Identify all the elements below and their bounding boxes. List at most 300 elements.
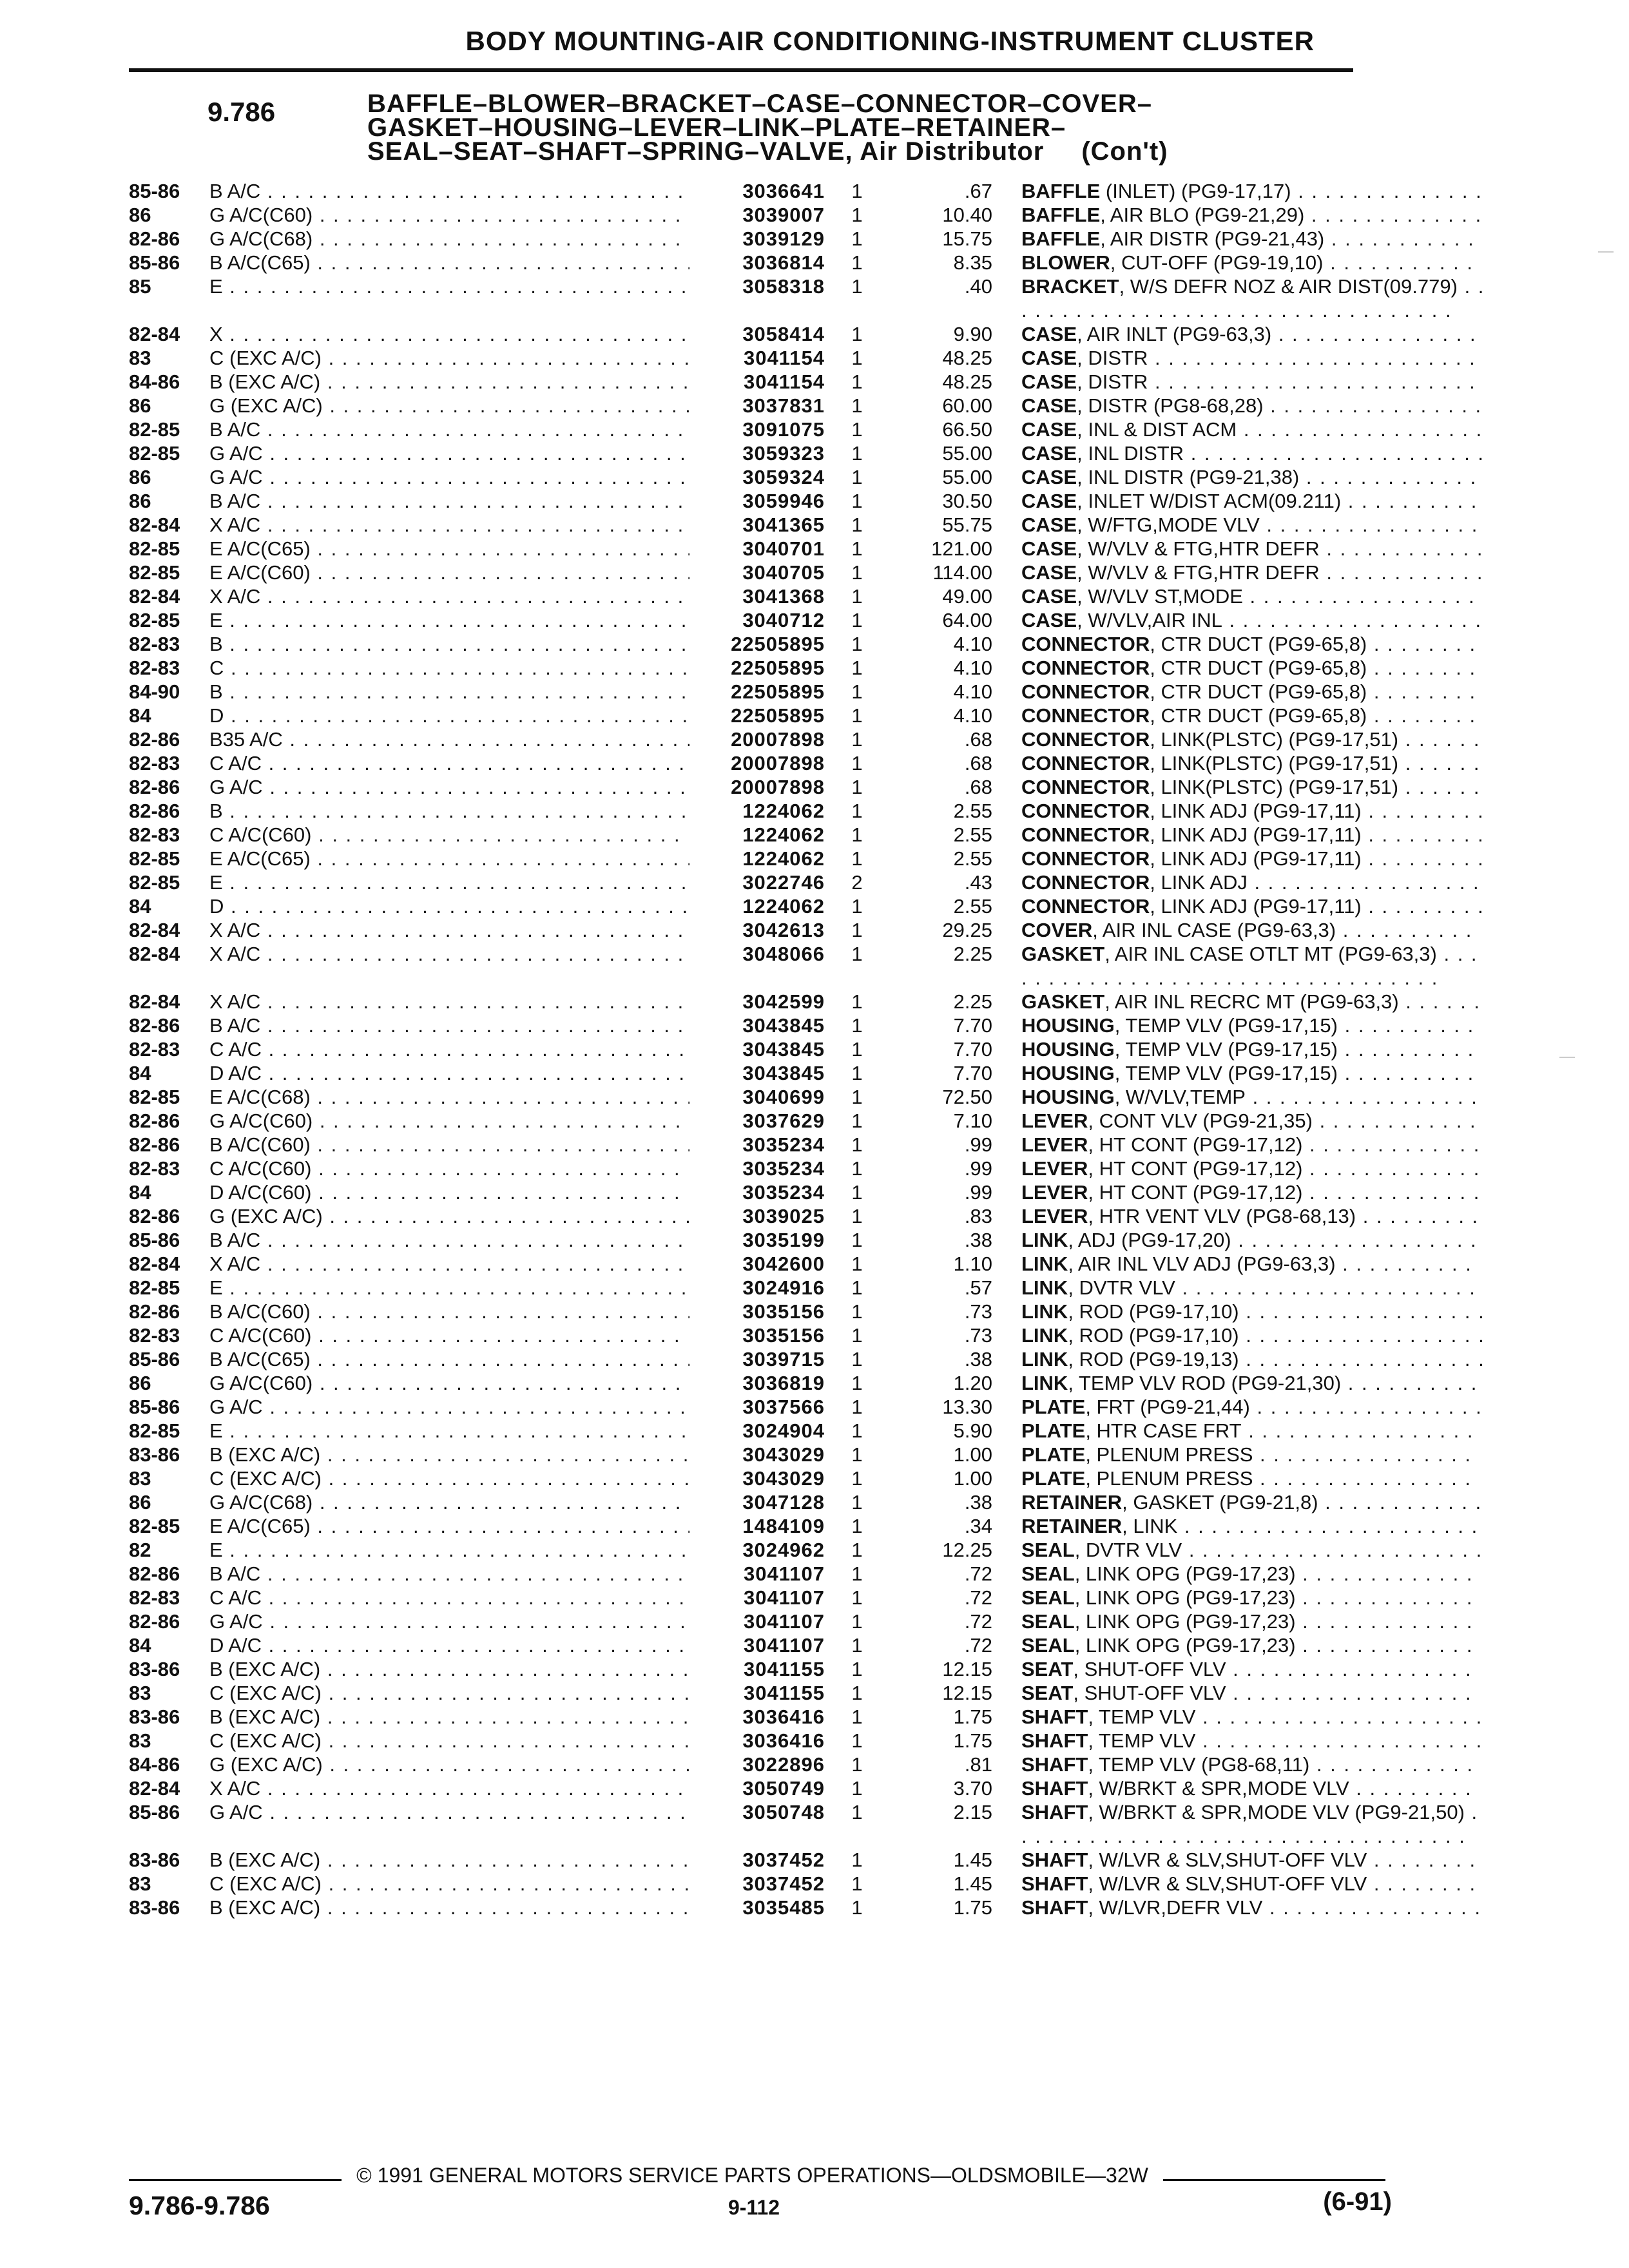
part-row: [129, 1180, 1481, 1204]
part-row: [129, 1657, 1472, 1681]
part-year: 82-86: [129, 800, 180, 822]
leader-dots: . . . . . . . . . . . . .: [1295, 1634, 1474, 1657]
part-year: 82-85: [129, 1419, 180, 1442]
footer-rule-right: [1163, 2179, 1385, 2181]
part-desc-text: , HT CONT (PG9-17,12): [1088, 1181, 1303, 1204]
part-year: 86: [129, 490, 151, 512]
part-description: [1021, 561, 1485, 584]
part-desc-text: , W/BRKT & SPR,MODE VLV: [1088, 1777, 1349, 1800]
part-qty: 1: [851, 1205, 863, 1227]
part-desc-text: , ROD (PG9-17,10): [1068, 1300, 1239, 1323]
part-desc-text: , LINK ADJ (PG9-17,11): [1150, 800, 1362, 822]
part-desc-text: , W/BRKT & SPR,MODE VLV (PG9-21,50): [1088, 1801, 1465, 1823]
part-price: 64.00: [942, 609, 992, 631]
part-description: [1021, 251, 1485, 274]
part-model: X A/C . . .: [209, 918, 689, 942]
part-year: 82-83: [129, 1038, 180, 1061]
part-desc-text: , ADJ (PG9-17,20): [1068, 1229, 1231, 1251]
part-model: D A/C . . .: [209, 1061, 689, 1085]
part-model: B A/C(C60) . . .: [209, 1133, 689, 1157]
part-price: 2.55: [953, 800, 992, 822]
part-price: 7.70: [953, 1038, 992, 1061]
leader-dots: . . . . . . . . . . . . . . . . . . . . . . . .: [1148, 370, 1476, 393]
part-name: LINK: [1021, 1276, 1068, 1299]
part-qty: 1: [851, 1682, 863, 1704]
part-row: [129, 727, 1481, 751]
part-price: 10.40: [942, 204, 992, 226]
part-qty: 1: [851, 1348, 863, 1370]
page-header: [129, 26, 1366, 57]
part-name: CONNECTOR: [1021, 776, 1150, 798]
part-year: 82-83: [129, 633, 180, 655]
part-number: 3041107: [744, 1610, 825, 1633]
part-qty: 1: [851, 251, 863, 274]
parts-list: [129, 179, 1485, 1919]
part-name: SHAFT: [1021, 1872, 1088, 1895]
leader-dots: . . . . . . . . . . . . .: [1304, 204, 1483, 226]
part-qty: 1: [851, 1491, 863, 1514]
leader-dots: . . . . . . . . . .: [1338, 1062, 1475, 1084]
part-model: C A/C . . .: [209, 751, 689, 775]
part-qty: 1: [851, 1229, 863, 1251]
part-number: 3047128: [742, 1491, 825, 1514]
footer-date: (6-91): [1323, 2187, 1392, 2216]
part-price: 1.45: [953, 1872, 992, 1895]
part-name: SHAFT: [1021, 1729, 1088, 1752]
part-price: 13.30: [942, 1396, 992, 1418]
part-year: 86: [129, 466, 151, 488]
part-number: 3041107: [744, 1586, 825, 1609]
part-description: [1021, 537, 1485, 561]
part-year: 83-86: [129, 1849, 180, 1871]
part-row: [129, 847, 1485, 870]
part-price: 114.00: [932, 561, 992, 584]
part-price: 7.70: [953, 1014, 992, 1037]
part-row: [129, 870, 1480, 894]
part-number: 3042600: [742, 1253, 825, 1275]
footer-page-number: 9-112: [728, 2196, 780, 2219]
part-number: 1224062: [742, 895, 825, 918]
part-year: 85-86: [129, 1348, 180, 1370]
part-name: CASE: [1021, 418, 1077, 441]
part-year: 85-86: [129, 180, 180, 202]
part-model: E . . .: [209, 1538, 689, 1562]
part-row: [129, 179, 1483, 203]
part-desc-text: , DVTR VLV: [1068, 1276, 1175, 1299]
part-desc-text: , INLET W/DIST ACM(09.211): [1077, 490, 1342, 512]
part-model: C (EXC A/C) . . .: [209, 346, 689, 370]
part-price: 4.10: [953, 704, 992, 727]
part-desc-text: , TEMP VLV (PG9-17,15): [1114, 1014, 1338, 1037]
part-desc-text: , CUT-OFF (PG9-19,10): [1110, 251, 1324, 274]
section-title-line-3-text: SEAL–SEAT–SHAFT–SPRING–VALVE, Air Distributor: [367, 137, 1045, 166]
part-name: RETAINER: [1021, 1515, 1123, 1537]
part-description: [1021, 1633, 1485, 1657]
leader-dots: . . . . . . . . . . . .: [1319, 537, 1484, 560]
part-model: B . . .: [209, 632, 689, 656]
part-description: [1021, 1085, 1485, 1109]
part-model: B A/C . . .: [209, 489, 689, 513]
part-year: 82-85: [129, 442, 180, 465]
part-year: 86: [129, 1491, 151, 1514]
part-model: C (EXC A/C) . . .: [209, 1729, 689, 1753]
part-qty: 1: [851, 442, 863, 465]
part-year: 82-84: [129, 514, 180, 536]
part-desc-text: , LINK ADJ (PG9-17,11): [1150, 823, 1362, 846]
part-year: 82-86: [129, 1014, 180, 1037]
part-number: 3042613: [742, 919, 825, 941]
part-description: [1021, 894, 1485, 918]
part-number: 3058318: [742, 275, 825, 298]
part-desc-text: , CTR DUCT (PG9-65,8): [1150, 633, 1367, 655]
part-year: 85-86: [129, 1396, 180, 1418]
part-name: CONNECTOR: [1021, 871, 1150, 894]
part-price: 2.25: [953, 943, 992, 965]
page-header-title: BODY MOUNTING-AIR CONDITIONING-INSTRUMENT CLUSTER: [465, 26, 1315, 56]
part-name: LEVER: [1021, 1181, 1088, 1204]
leader-dots: . . . . . . . . . . . . . . . . . .: [1231, 1229, 1478, 1251]
part-model: C . . .: [209, 656, 689, 680]
leader-dots: . . . . . .: [1398, 752, 1481, 774]
part-description: [1021, 227, 1485, 251]
part-description: [1021, 274, 1485, 322]
part-row: [129, 1252, 1472, 1276]
part-number: 3041155: [744, 1658, 825, 1680]
part-year: 82-85: [129, 418, 180, 441]
part-name: LINK: [1021, 1229, 1068, 1251]
part-description: [1021, 1157, 1485, 1180]
part-model: D . . .: [209, 704, 689, 727]
part-year: 86: [129, 1372, 151, 1394]
part-year: 82-83: [129, 823, 180, 846]
part-qty: 2: [851, 871, 863, 894]
part-year: 82-85: [129, 1515, 180, 1537]
leader-dots: . . . . . .: [1398, 728, 1481, 751]
part-qty: 1: [851, 1419, 863, 1442]
part-number: 3022896: [742, 1753, 825, 1776]
part-description: [1021, 1705, 1485, 1729]
part-number: 22505895: [731, 633, 825, 655]
footer-rule-left: [129, 2179, 342, 2181]
part-description: [1021, 1490, 1485, 1514]
part-name: LINK: [1021, 1324, 1068, 1347]
part-description: [1021, 489, 1485, 513]
part-model: B35 A/C . . .: [209, 727, 689, 751]
part-desc-text: , AIR BLO (PG9-21,29): [1100, 204, 1305, 226]
leader-dots: . . . . . . . . . .: [1341, 1372, 1478, 1394]
part-price: 7.70: [953, 1062, 992, 1084]
leader-dots: . . . . . . . . . . . . . . . . . . .: [1222, 609, 1483, 631]
part-number: 3035199: [742, 1229, 825, 1251]
part-year: 84: [129, 1062, 151, 1084]
part-row: [129, 1037, 1475, 1061]
part-desc-text: , HTR VENT VLV (PG8-68,13): [1088, 1205, 1356, 1227]
part-desc-text: , FRT (PG9-21,44): [1085, 1396, 1250, 1418]
part-qty: 1: [851, 1276, 863, 1299]
part-price: .73: [964, 1300, 992, 1323]
part-number: 3043029: [742, 1443, 825, 1466]
part-name: SHAFT: [1021, 1753, 1088, 1776]
part-qty: 1: [851, 657, 863, 679]
part-model: B A/C . . .: [209, 179, 689, 203]
part-row: [129, 418, 1483, 441]
part-number: 3035156: [742, 1300, 825, 1323]
part-price: 1.20: [953, 1372, 992, 1394]
part-qty: 1: [851, 1896, 863, 1919]
part-year: 82-83: [129, 1586, 180, 1609]
part-model: B A/C . . .: [209, 1228, 689, 1252]
section-title-line-3: [367, 137, 1321, 166]
part-price: 66.50: [942, 418, 992, 441]
part-name: COVER: [1021, 919, 1093, 941]
part-qty: 1: [851, 943, 863, 965]
part-description: [1021, 1037, 1485, 1061]
part-qty: 1: [851, 347, 863, 369]
part-desc-text: , CTR DUCT (PG9-65,8): [1150, 680, 1367, 703]
part-row: [129, 1014, 1475, 1037]
part-qty: 1: [851, 1849, 863, 1871]
leader-dots: . . . . . . . . .: [1361, 895, 1485, 918]
part-row: [129, 1896, 1481, 1919]
part-name: GASKET: [1021, 990, 1105, 1013]
leader-dots: . . . . . . . . . . . . . . . . . .: [1239, 1348, 1485, 1370]
part-desc-text: , LINK ADJ: [1150, 871, 1248, 894]
part-qty: 1: [851, 1753, 863, 1776]
part-number: 3036814: [742, 251, 825, 274]
part-qty: 1: [851, 1443, 863, 1466]
footer-copyright: © 1991 GENERAL MOTORS SERVICE PARTS OPERATIONS—OLDSMOBILE—32W: [356, 2164, 1148, 2187]
part-price: 48.25: [942, 370, 992, 393]
part-name: SEAL: [1021, 1610, 1075, 1633]
part-qty: 1: [851, 776, 863, 798]
part-desc-text: , DVTR VLV: [1074, 1539, 1182, 1561]
part-number: 3037831: [742, 394, 825, 417]
part-qty: 1: [851, 1372, 863, 1394]
part-model: B (EXC A/C) . . .: [209, 1443, 689, 1466]
part-desc-text: , ROD (PG9-17,10): [1068, 1324, 1239, 1347]
part-qty: 1: [851, 1658, 863, 1680]
leader-dots: . . . . . . . . .: [1361, 823, 1485, 846]
part-desc-text: , INL DISTR: [1077, 442, 1184, 465]
part-description: [1021, 942, 1485, 990]
part-year: 82-86: [129, 1610, 180, 1633]
part-number: 3059946: [742, 490, 825, 512]
part-row: [129, 1300, 1485, 1323]
part-number: 22505895: [731, 657, 825, 679]
part-model: B (EXC A/C) . . .: [209, 370, 689, 394]
part-description: [1021, 203, 1485, 227]
part-row: [129, 799, 1485, 823]
part-year: 82-86: [129, 728, 180, 751]
part-description: [1021, 1204, 1485, 1228]
part-year: 82-85: [129, 537, 180, 560]
part-row: [129, 1872, 1477, 1896]
part-row: [129, 1681, 1472, 1705]
part-model: C (EXC A/C) . . .: [209, 1872, 689, 1896]
part-model: B A/C . . .: [209, 1014, 689, 1037]
part-number: 3059324: [742, 466, 825, 488]
part-desc-text: , HT CONT (PG9-17,12): [1088, 1157, 1303, 1180]
part-desc-text: , CTR DUCT (PG9-65,8): [1150, 657, 1367, 679]
part-desc-text: , TEMP VLV (PG9-17,15): [1114, 1062, 1338, 1084]
leader-dots: . . . . . . . . . . . . . . . . . . . . . . . . . . . . . . . . . .: [1021, 943, 1478, 989]
part-description: [1021, 584, 1485, 608]
part-year: 83: [129, 1729, 151, 1752]
part-description: [1021, 775, 1485, 799]
part-row: [129, 203, 1483, 227]
part-description: [1021, 1776, 1485, 1800]
part-number: 3037566: [742, 1396, 825, 1418]
part-name: CONNECTOR: [1021, 680, 1150, 703]
part-price: 30.50: [942, 490, 992, 512]
part-year: 82-86: [129, 1110, 180, 1132]
part-name: HOUSING: [1021, 1086, 1115, 1108]
part-number: 3059323: [742, 442, 825, 465]
part-model: C A/C . . .: [209, 1586, 689, 1610]
part-number: 3042599: [742, 990, 825, 1013]
part-qty: 1: [851, 1539, 863, 1561]
part-name: PLATE: [1021, 1396, 1086, 1418]
part-desc-text: , TEMP VLV: [1088, 1729, 1196, 1752]
part-number: 20007898: [731, 752, 825, 774]
leader-dots: . . . . . . . . . . . . . . . . . . . . . . . . . . . . . . . . . .: [1021, 1801, 1479, 1847]
part-model: B . . .: [209, 680, 689, 704]
part-description: [1021, 1014, 1485, 1037]
part-qty: 1: [851, 514, 863, 536]
part-row: [129, 1466, 1472, 1490]
part-qty: 1: [851, 1467, 863, 1490]
part-description: [1021, 1276, 1485, 1300]
part-year: 82-84: [129, 1777, 180, 1800]
part-row: [129, 561, 1484, 584]
part-name: CONNECTOR: [1021, 895, 1150, 918]
part-price: 5.90: [953, 1419, 992, 1442]
part-year: 82-85: [129, 561, 180, 584]
part-model: E . . .: [209, 274, 689, 298]
part-model: B (EXC A/C) . . .: [209, 1848, 689, 1872]
part-price: 9.90: [953, 323, 992, 345]
leader-dots: . . . . . . . . . . . . . .: [1291, 180, 1483, 202]
part-year: 85-86: [129, 1801, 180, 1823]
leader-dots: . . . . . . . . . . . . . . . . . .: [1226, 1658, 1472, 1680]
part-description: [1021, 1753, 1485, 1776]
part-row: [129, 1347, 1485, 1371]
part-name: SHAFT: [1021, 1777, 1088, 1800]
section-title-line-1: BAFFLE–BLOWER–BRACKET–CASE–CONNECTOR–COVER–: [367, 90, 1152, 118]
part-description: [1021, 1419, 1485, 1443]
part-year: 86: [129, 394, 151, 417]
part-description: [1021, 1872, 1485, 1896]
part-year: 82-86: [129, 1205, 180, 1227]
part-desc-text: , SHUT-OFF VLV: [1073, 1682, 1226, 1704]
part-price: .81: [964, 1753, 992, 1776]
part-description: [1021, 1371, 1485, 1395]
part-number: 3037452: [742, 1872, 825, 1895]
part-name: PLATE: [1021, 1419, 1086, 1442]
part-year: 82-84: [129, 919, 180, 941]
leader-dots: . . . . . . . . . . . . . . . . .: [1247, 871, 1480, 894]
part-description: [1021, 1848, 1485, 1872]
part-description: [1021, 656, 1485, 680]
part-name: BAFFLE: [1021, 227, 1101, 250]
part-model: G (EXC A/C) . . .: [209, 1753, 689, 1776]
leader-dots: . . . . . . . . . . . . .: [1295, 1610, 1474, 1633]
part-row: [129, 1705, 1483, 1729]
part-price: 8.35: [953, 251, 992, 274]
part-description: [1021, 632, 1485, 656]
part-model: G A/C(C68) . . .: [209, 227, 689, 251]
part-row: [129, 775, 1481, 799]
header-rule: [129, 68, 1353, 72]
leader-dots: . . . . . . . . . . . . .: [1295, 1586, 1474, 1609]
part-desc-text: , W/FTG,MODE VLV: [1077, 514, 1260, 536]
part-model: X A/C . . .: [209, 1776, 689, 1800]
part-qty: 1: [851, 1157, 863, 1180]
part-model: B (EXC A/C) . . .: [209, 1657, 689, 1681]
part-year: 82-86: [129, 1300, 180, 1323]
part-desc-text: , W/LVR & SLV,SHUT-OFF VLV: [1088, 1872, 1367, 1895]
part-number: 3039025: [742, 1205, 825, 1227]
part-qty: 1: [851, 1586, 863, 1609]
part-model: G A/C . . .: [209, 465, 689, 489]
part-price: .99: [964, 1181, 992, 1204]
part-name: PLATE: [1021, 1443, 1086, 1466]
part-year: 84: [129, 1181, 151, 1204]
part-price: 1.00: [953, 1467, 992, 1490]
part-row: [129, 346, 1476, 370]
part-number: 3024916: [742, 1276, 825, 1299]
part-name: CONNECTOR: [1021, 728, 1150, 751]
part-desc-text: , TEMP VLV ROD (PG9-21,30): [1068, 1372, 1342, 1394]
part-row: [129, 751, 1481, 775]
part-description: [1021, 1061, 1485, 1085]
part-desc-text: , AIR INL CASE OTLT MT (PG9-63,3): [1104, 943, 1437, 965]
part-desc-text: , LINK ADJ (PG9-17,11): [1150, 847, 1362, 870]
part-year: 82-83: [129, 752, 180, 774]
part-model: C A/C . . .: [209, 1037, 689, 1061]
part-description: [1021, 346, 1485, 370]
part-description: [1021, 1800, 1485, 1848]
part-description: [1021, 847, 1485, 870]
part-model: B A/C . . .: [209, 1562, 689, 1586]
part-desc-text: , GASKET (PG9-21,8): [1122, 1491, 1318, 1514]
part-price: 1.10: [953, 1253, 992, 1275]
part-row: [129, 1419, 1474, 1443]
leader-dots: . . . . . . . . . . . .: [1318, 1491, 1483, 1514]
part-description: [1021, 704, 1485, 727]
part-desc-text: , LINK(PLSTC) (PG9-17,51): [1150, 728, 1399, 751]
part-number: 3037629: [742, 1110, 825, 1132]
part-year: 84: [129, 895, 151, 918]
part-year: 83: [129, 1467, 151, 1490]
part-qty: 1: [851, 466, 863, 488]
leader-dots: . . . . . . . .: [1367, 633, 1477, 655]
part-name: CASE: [1021, 466, 1077, 488]
part-price: 1.45: [953, 1849, 992, 1871]
part-desc-text: , LINK OPG (PG9-17,23): [1074, 1610, 1296, 1633]
part-row: [129, 942, 1478, 990]
part-price: 1.75: [953, 1729, 992, 1752]
part-number: 3043845: [742, 1014, 825, 1037]
part-price: .68: [964, 752, 992, 774]
part-year: 83: [129, 1872, 151, 1895]
section-title: [367, 92, 1321, 164]
part-name: CASE: [1021, 585, 1077, 608]
part-model: G A/C . . .: [209, 441, 689, 465]
part-row: [129, 1633, 1474, 1657]
part-qty: 1: [851, 1133, 863, 1156]
part-row: [129, 513, 1479, 537]
